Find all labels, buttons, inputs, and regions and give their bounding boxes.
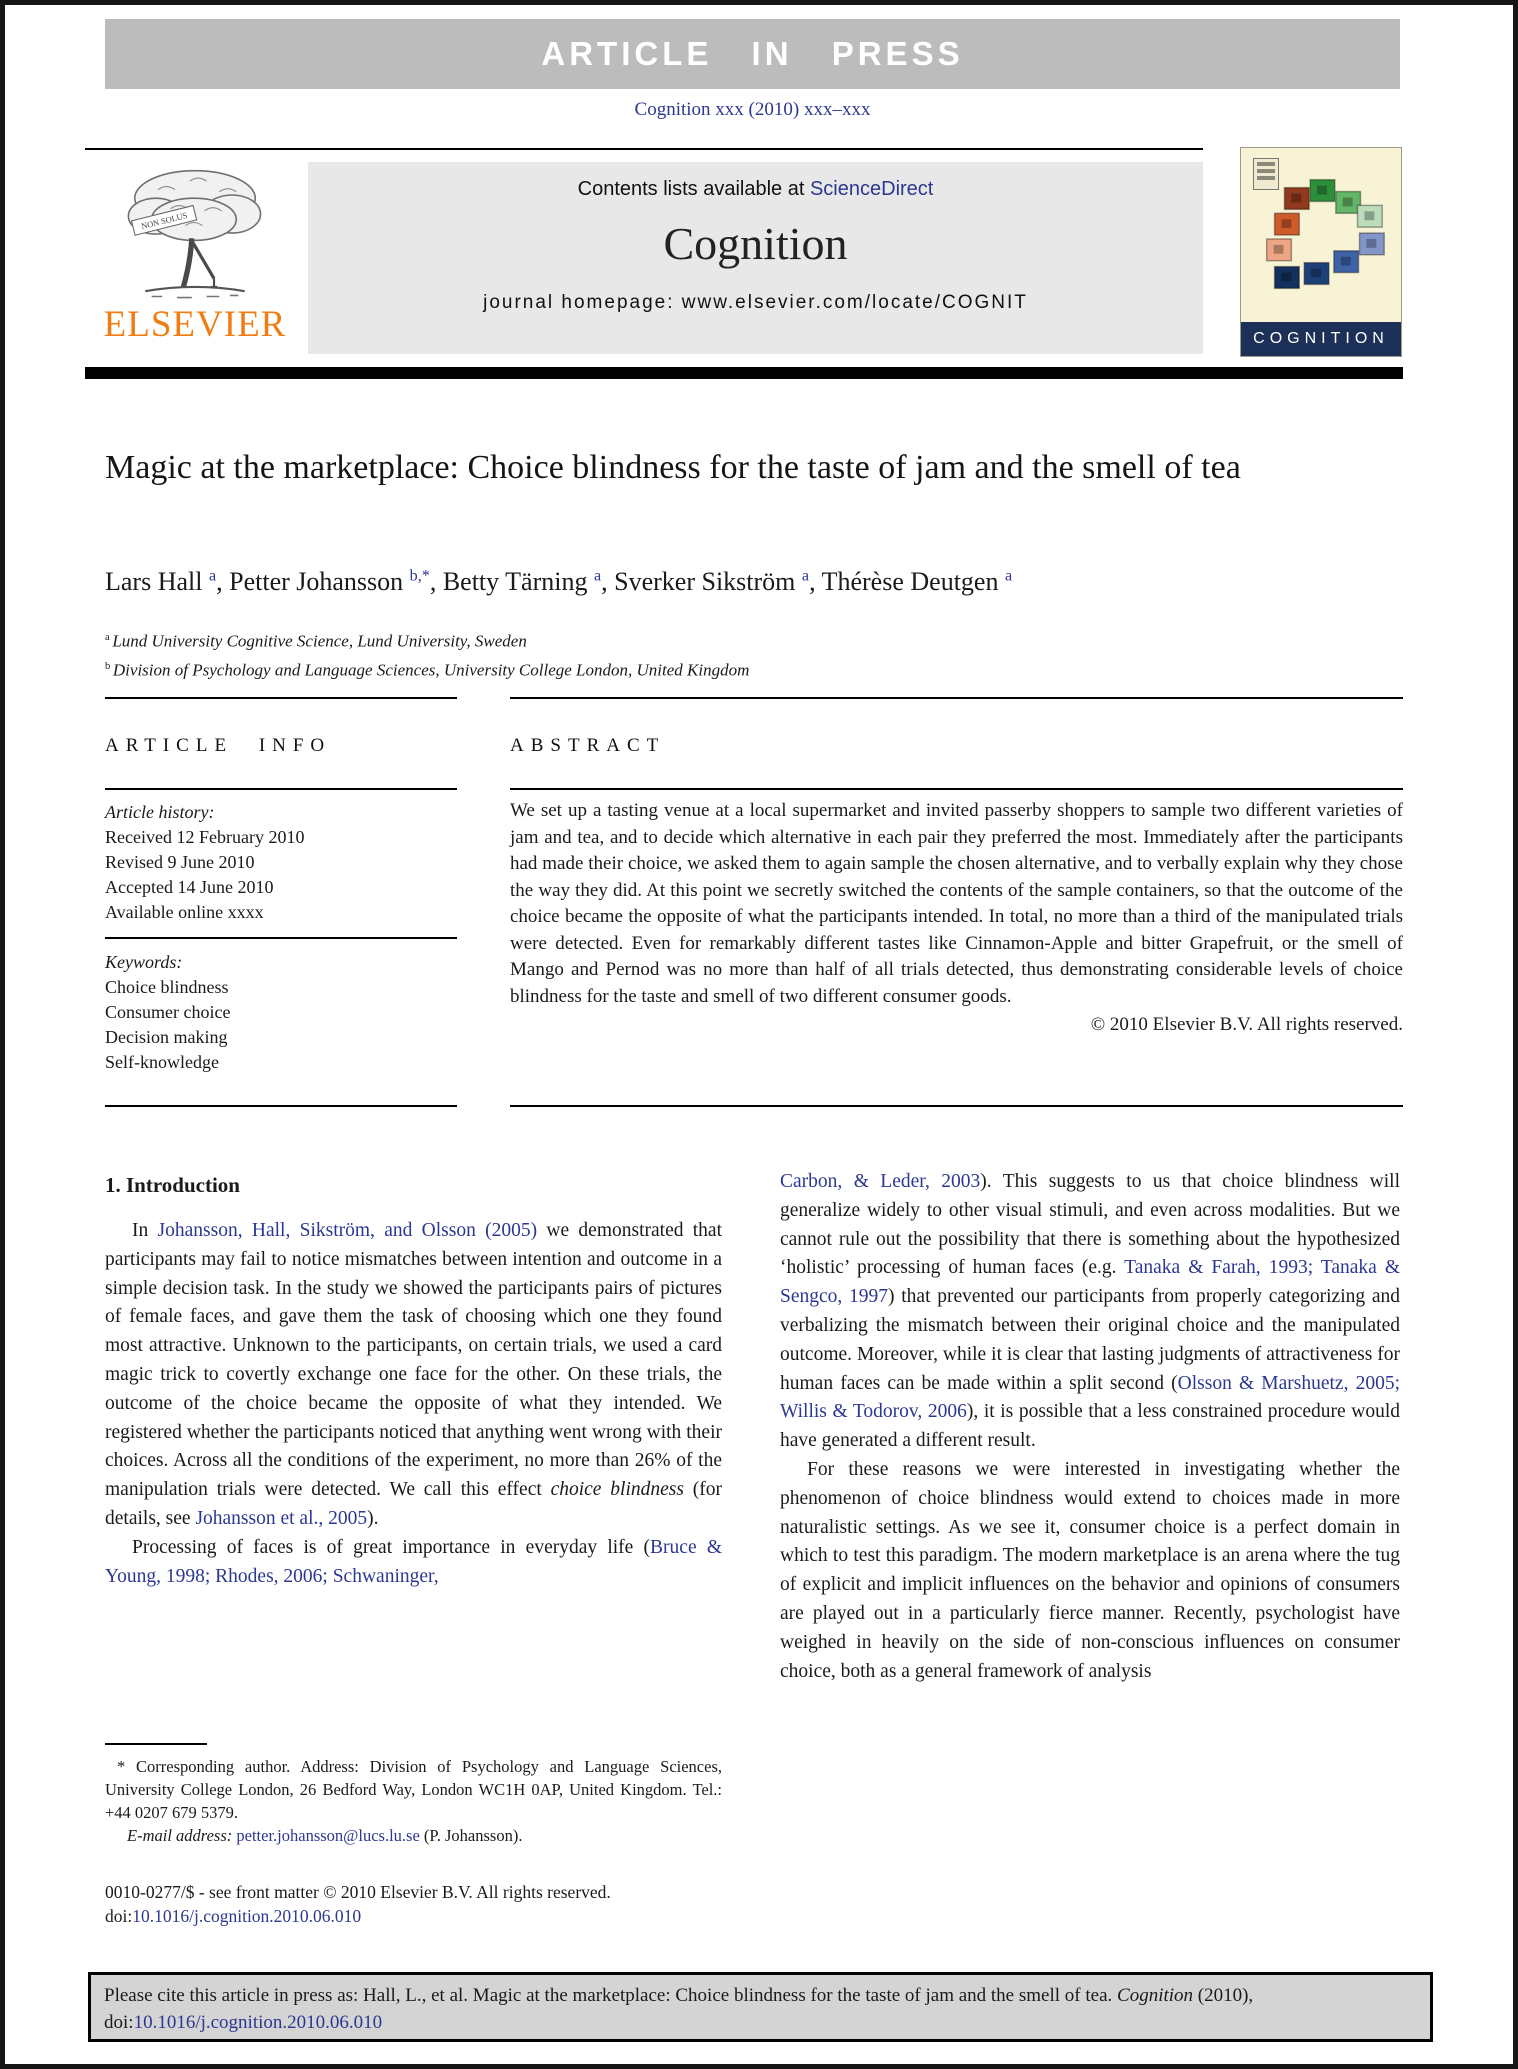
- text-segment: (for details, see: [105, 1479, 722, 1529]
- text-segment: doi:: [105, 1906, 133, 1926]
- link[interactable]: Bruce & Young, 1998; Rhodes, 2006; Schwaninger,: [105, 1536, 722, 1587]
- body-left-column: [105, 1217, 722, 1591]
- affiliations: [105, 625, 1205, 682]
- text-segment: Please cite this article in press as: Hall, L., et al. Magic at the marketplace: Choice blindness for the taste of jam and the smell of tea.: [104, 1985, 1118, 2006]
- abstract-text: We set up a tasting venue at a local supermarket and invited passerby shoppers to sample two different varieties of jam and tea, and to decide which alternative in each pair they preferred the most. Immediately after the participants had made their choice, we asked them to again sample the chosen alternative, and to verbally explain why they chose the way they did. At this point we secretly switched the contents of the sample containers, so that the outcome of the choice became the opposite of what the participants intended. In total, no more than a third of the manipulated trials were detected. Even for remarkably different tastes like Cinnamon-Apple and bitter Grapefruit, or the smell of Mango and Pernod was no more than half of all trials detected, thus demonstrating considerable levels of choice blindness for the taste and smell of two different consumer goods.: [510, 800, 1403, 1007]
- article-info-heading: ARTICLE INFO: [105, 735, 332, 756]
- keywords-label: Keywords:: [105, 952, 183, 972]
- text-segment: a: [208, 567, 217, 585]
- keywords-list: [105, 975, 457, 1075]
- history-item: Revised 9 June 2010: [105, 852, 255, 872]
- section-heading: 1. Introduction: [105, 1173, 240, 1197]
- text-segment: ) that prevented our participants from properly categorizing and verbalizing the mismatch between their original choice and the manipulated outcome. Moreover, while it is clear that lasting judgments of attractiveness for human faces can be made within a split second (: [780, 1286, 1401, 1394]
- rule: [105, 1105, 457, 1107]
- text-segment: choice blindness: [550, 1479, 684, 1501]
- penrose-triangle-icon: [1241, 152, 1401, 320]
- rule: [510, 1105, 1403, 1107]
- text-segment: For these reasons we were interested in investigating whether the phenomenon of choice blindness would extend to choices made in more naturalistic settings. As we see it, consumer choice is a perfect domain in which to test this paradigm. The modern marketplace is an arena where the tug of explicit and implicit influences on the behavior and opinions of consumers are played out in a particularly fierce manner. Recently, psychologist have weighed in heavily on the side of non-conscious influences on consumer choice, both as a general framework of analysis: [780, 1458, 1400, 1682]
- text-segment: ). This suggests to us that choice blindness will generalize widely to other visual stimuli, and even across modalities. But we cannot rule out the possibility that there is something about the hypothesized ‘holistic’ processing of human faces (e.g.: [780, 1171, 1401, 1279]
- link[interactable]: ScienceDirect: [809, 178, 934, 200]
- text-segment: a: [1004, 567, 1013, 585]
- journal-reference: Cognition xxx (2010) xxx–xxx: [634, 99, 871, 120]
- text-segment: b: [105, 660, 113, 672]
- keyword-item: Consumer choice: [105, 1002, 231, 1022]
- citation-notice-text: [104, 1985, 1253, 2033]
- abstract-copyright: © 2010 Elsevier B.V. All rights reserved.: [1090, 1014, 1403, 1035]
- keywords-block: [105, 950, 457, 1075]
- article-in-press-banner: [105, 19, 1400, 89]
- link[interactable]: petter.johansson@lucs.lu.se: [236, 1826, 420, 1845]
- link[interactable]: Johansson et al., 2005: [195, 1507, 368, 1529]
- text-segment: a: [105, 632, 113, 643]
- header-rule: [85, 148, 1203, 150]
- text-segment: (P. Johansson).: [419, 1826, 523, 1845]
- text-segment: Contents lists available at: [577, 178, 810, 200]
- footnote-address: [105, 1755, 722, 1824]
- masthead-box: [308, 162, 1203, 354]
- rule: [105, 788, 457, 790]
- affiliation-a: [105, 625, 1205, 654]
- text-segment: ).: [367, 1507, 379, 1529]
- footnote-rule: [105, 1743, 207, 1745]
- text-segment: Division of Psychology and Language Sciences, University College London, United Kingdom: [112, 660, 750, 680]
- text-segment: b,*: [409, 567, 430, 585]
- elsevier-tree-icon: [115, 158, 275, 306]
- issn-copyright-line: 0010-0277/$ - see front matter © 2010 Elsevier B.V. All rights reserved.: [105, 1882, 611, 1902]
- text-segment: Lund University Cognitive Science, Lund University, Sweden: [112, 631, 527, 651]
- cover-title: COGNITION: [1253, 330, 1389, 347]
- affiliation-b: [105, 654, 1205, 683]
- doi-line: [105, 1906, 361, 1927]
- text-segment: , Thérèse Deutgen: [809, 567, 1005, 596]
- link[interactable]: 10.1016/j.cognition.2010.06.010: [133, 2012, 383, 2033]
- keyword-item: Self-knowledge: [105, 1052, 219, 1072]
- cover-title-band: [1241, 322, 1401, 356]
- text-segment: , Sverker Sikström: [601, 567, 802, 596]
- text-segment: Lars Hall: [105, 567, 209, 596]
- link[interactable]: 10.1016/j.cognition.2010.06.010: [132, 1906, 362, 1926]
- history-label: Article history:: [105, 802, 215, 822]
- text-segment: a: [593, 567, 602, 585]
- link[interactable]: Tanaka & Farah, 1993; Tanaka & Sengco, 1997: [780, 1257, 1400, 1308]
- footnote-email: [105, 1824, 722, 1847]
- rule: [510, 788, 1403, 790]
- body-paragraph: [105, 1217, 722, 1534]
- citation-notice-box: [88, 1972, 1433, 2042]
- elsevier-wordmark: ELSEVIER: [103, 304, 287, 345]
- history-item: Available online xxxx: [105, 902, 264, 922]
- rule: [510, 697, 1403, 699]
- text-segment: * Corresponding author. Address: Division of Psychology and Language Sciences, University College London, 26 Bedford Way, London WC1H 0AP, United Kingdom. Tel.: +44 0207 679 5379.: [105, 1757, 722, 1822]
- abstract-heading: ABSTRACT: [510, 735, 666, 756]
- text-segment: (2010), doi:: [104, 1985, 1254, 2033]
- text-segment: we demonstrated that participants may fail to notice mismatches between intention and outcome in a simple decision task. In the study we showed the participants pairs of pictures of female faces, and gave them the task of choosing which one they found most attractive. Unknown to the participants, on certain trials, we used a card magic trick to covertly exchange one face for the other. On these trials, the outcome of the choice became the opposite of what they intended. We registered whether the participants noticed that anything went wrong with their choices. Across all the conditions of the experiment, no more than 26% of the manipulation trials were detected. We call this effect: [105, 1220, 723, 1501]
- article-title: Magic at the marketplace: Choice blindness for the taste of jam and the smell of tea: [105, 449, 1241, 486]
- header-divider-bar: [85, 367, 1403, 379]
- contents-line: [308, 178, 1203, 201]
- text-segment: a: [801, 567, 810, 585]
- article-info-block: [105, 800, 457, 925]
- text-segment: Cognition: [1117, 1985, 1194, 2006]
- journal-homepage-link[interactable]: journal homepage: www.elsevier.com/locate/COGNIT: [483, 292, 1028, 313]
- body-paragraph: [105, 1534, 722, 1592]
- corresponding-author-footnote: [105, 1755, 722, 1847]
- text-segment: ), it is possible that a less constrained procedure would have generated a different result.: [780, 1401, 1400, 1452]
- text-segment: , Petter Johansson: [216, 567, 410, 596]
- keyword-item: Choice blindness: [105, 977, 229, 997]
- rule: [105, 937, 457, 939]
- text-segment: , Betty Tärning: [429, 567, 594, 596]
- body-paragraph: [780, 1168, 1400, 1456]
- abstract-block: [510, 798, 1403, 1036]
- link[interactable]: Carbon, & Leder, 2003: [780, 1171, 981, 1192]
- history-list: [105, 825, 457, 925]
- body-right-column: [780, 1168, 1400, 1686]
- body-paragraph: [780, 1456, 1400, 1686]
- history-item: Accepted 14 June 2010: [105, 877, 274, 897]
- rule: [105, 697, 457, 699]
- link[interactable]: Johansson, Hall, Sikström, and Olsson (2005): [157, 1220, 538, 1241]
- keyword-item: Decision making: [105, 1027, 228, 1047]
- authors-line: [105, 567, 1355, 597]
- banner-text: ARTICLE IN PRESS: [541, 35, 964, 72]
- history-item: Received 12 February 2010: [105, 827, 305, 847]
- cognition-cover-image: [1240, 147, 1402, 357]
- text-segment: In: [132, 1220, 158, 1241]
- elsevier-logo: [95, 158, 295, 358]
- link[interactable]: Olsson & Marshuetz, 2005; Willis & Todorov, 2006: [780, 1372, 1400, 1423]
- journal-title: Cognition: [663, 218, 848, 269]
- text-segment: Processing of faces is of great importance in everyday life (: [132, 1536, 651, 1558]
- non-solus-ribbon-text: NON SOLUS: [140, 210, 189, 232]
- text-segment: E-mail address:: [127, 1826, 237, 1845]
